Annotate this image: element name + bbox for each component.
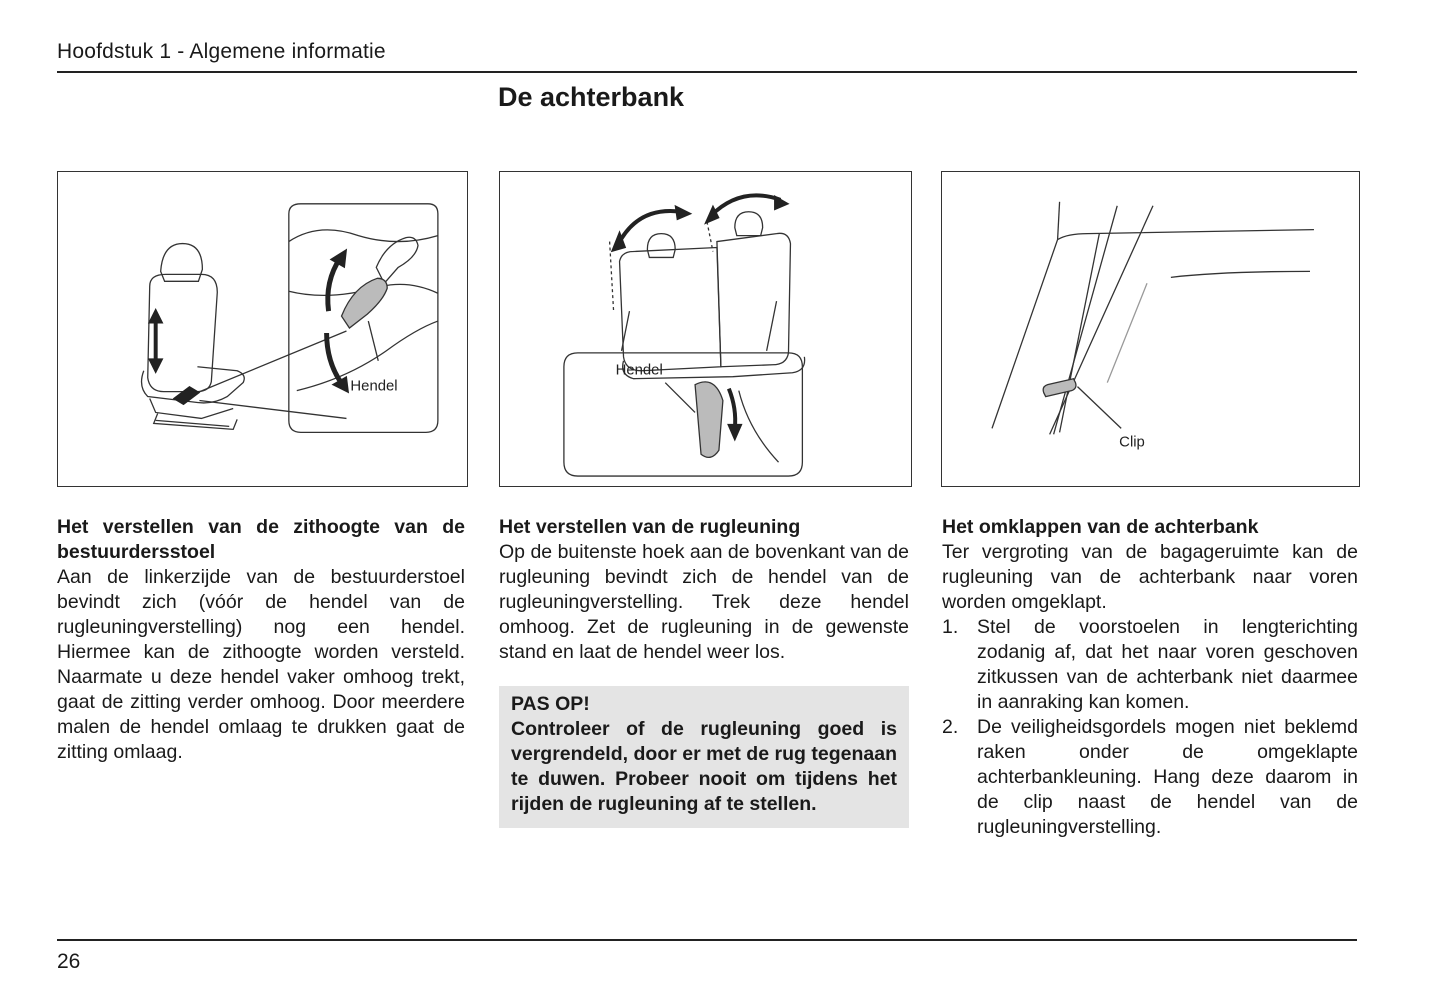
seat-height-illustration — [58, 172, 467, 486]
warning-box — [499, 686, 909, 828]
section-seat-height — [57, 515, 465, 765]
warning-body: Controleer of de rugleuning goed is vergrendeld, door er met de rug tegenaan te duwen. Probeer nooit om tijdens het rijden de rugleuning af te stellen. — [511, 718, 897, 815]
folding-heading: Het omklappen van de achterbank — [942, 516, 1259, 538]
folding-intro: Ter vergroting van de bagageruimte kan de rugleuning van de achterbank naar voren worden omgeklapt. — [942, 541, 1358, 613]
figure-backrest — [499, 171, 912, 487]
fig1-label: Hendel — [350, 378, 398, 395]
footer-rule — [57, 939, 1357, 941]
seat-height-body: Aan de linkerzijde van de bestuurderstoel bevindt zich (vóór de hendel van de rugleuningverstelling) nog een hendel. Hiermee kan de zithoogte worden versteld. Naarmate u deze hendel vaker omhoog trekt, gaat de zitting verder omhoog. Door meerdere malen de hendel omlaag te drukken gaat de zitting omlaag. — [57, 566, 465, 763]
figure-seat-height — [57, 171, 468, 487]
list-item — [942, 615, 1358, 715]
warning-title: PAS OP! — [511, 693, 590, 715]
section-folding — [942, 515, 1358, 840]
backrest-illustration — [500, 172, 911, 486]
fig3-label: Clip — [1119, 434, 1145, 451]
list-item — [942, 715, 1358, 840]
step-number: 2. — [942, 716, 959, 738]
step-number: 1. — [942, 616, 959, 638]
header-rule — [57, 71, 1357, 73]
page-number: 26 — [57, 950, 81, 973]
clip-illustration — [942, 172, 1359, 486]
chapter-header: Hoofdstuk 1 - Algemene informatie — [57, 40, 386, 63]
section-backrest — [499, 515, 909, 665]
folding-steps — [942, 615, 1358, 840]
figure-clip — [941, 171, 1360, 487]
backrest-body: Op de buitenste hoek aan de bovenkant van de rugleuning bevindt zich de hendel van de rugleuningverstelling. Trek deze hendel omhoog. Zet de rugleuning in de gewenste stand en laat de hendel weer los. — [499, 541, 909, 663]
seat-height-heading: Het verstellen van de zithoogte van de bestuurdersstoel — [57, 516, 465, 563]
step-text: Stel de voorstoelen in lengterichting zodanig af, dat het naar voren geschoven zitkussen van de achterbank niet daarmee in aanraking kan komen. — [977, 616, 1358, 713]
step-text: De veiligheidsgordels mogen niet beklemd raken onder de omgeklapte achterbankleuning. Hang deze daarom in de clip naast de hendel van de rugleuningverstelling. — [977, 716, 1358, 838]
fig2-label: Hendel — [615, 362, 663, 379]
backrest-heading: Het verstellen van de rugleuning — [499, 516, 801, 538]
page-title: De achterbank — [498, 82, 685, 112]
